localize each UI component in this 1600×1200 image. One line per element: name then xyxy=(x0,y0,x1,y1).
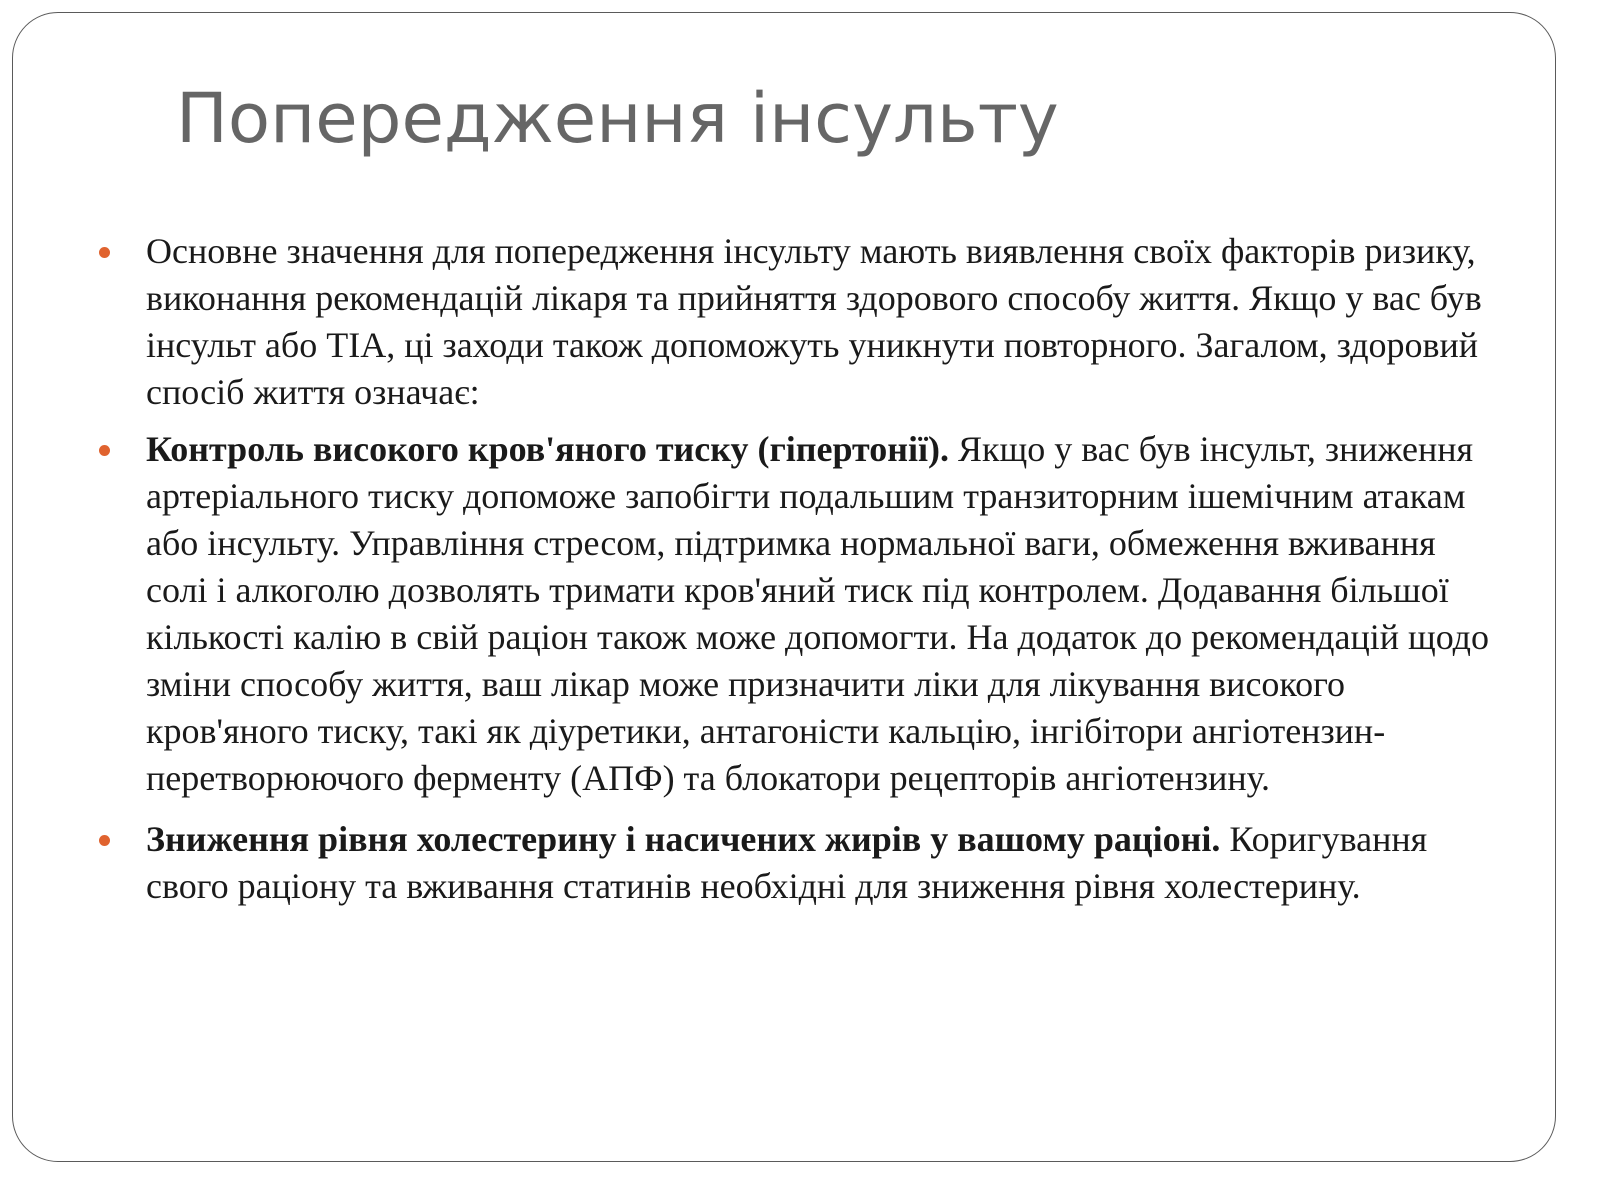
bullet-dot-icon xyxy=(99,835,110,846)
bullet-text: Основне значення для попередження інсульту мають виявлення своїх факторів ризику, виконання рекомендацій лікаря та прийняття здорового способу життя. Якщо у вас був інсульт або ТІА, ці заходи також допоможуть уникнути повторного. Загалом, здоровий спосіб життя означає: xyxy=(146,231,1482,412)
bullet-dot-icon xyxy=(99,445,110,456)
bullet-item-lifestyle-intro xyxy=(97,228,1497,416)
bullet-heading: Зниження рівня холестерину і насичених жирів у вашому раціоні. xyxy=(146,819,1221,859)
bullet-item-cholesterol xyxy=(97,816,1497,910)
bullet-dot-icon xyxy=(99,247,110,258)
bullet-text: Коригування свого раціону та вживання статинів необхідні для зниження рівня холестерину. xyxy=(146,819,1428,906)
bullet-item-blood-pressure xyxy=(97,426,1497,802)
bullet-list xyxy=(97,228,1497,922)
bullet-text: Якщо у вас був інсульт, зниження артеріального тиску допоможе запобігти подальшим транзиторним ішемічним атакам або інсульту. Управління стресом, підтримка нормальної ваги, обмеження вживання солі і алкоголю дозволять тримати кров'яний тиск під контролем. Додавання більшої кількості калію в свій раціон також може допомогти. На додаток до рекомендацій щодо зміни способу життя, ваш лікар може призначити ліки для лікування високого кров'яного тиску, такі як діуретики, антагоністи кальцію, інгібітори ангіотензин-перетворюючого ферменту (АПФ) та блокатори рецепторів ангіотензину. xyxy=(146,429,1489,798)
bullet-heading: Контроль високого кров'яного тиску (гіпертонії). xyxy=(146,429,950,469)
slide-title: Попередження інсульту xyxy=(176,79,1059,159)
